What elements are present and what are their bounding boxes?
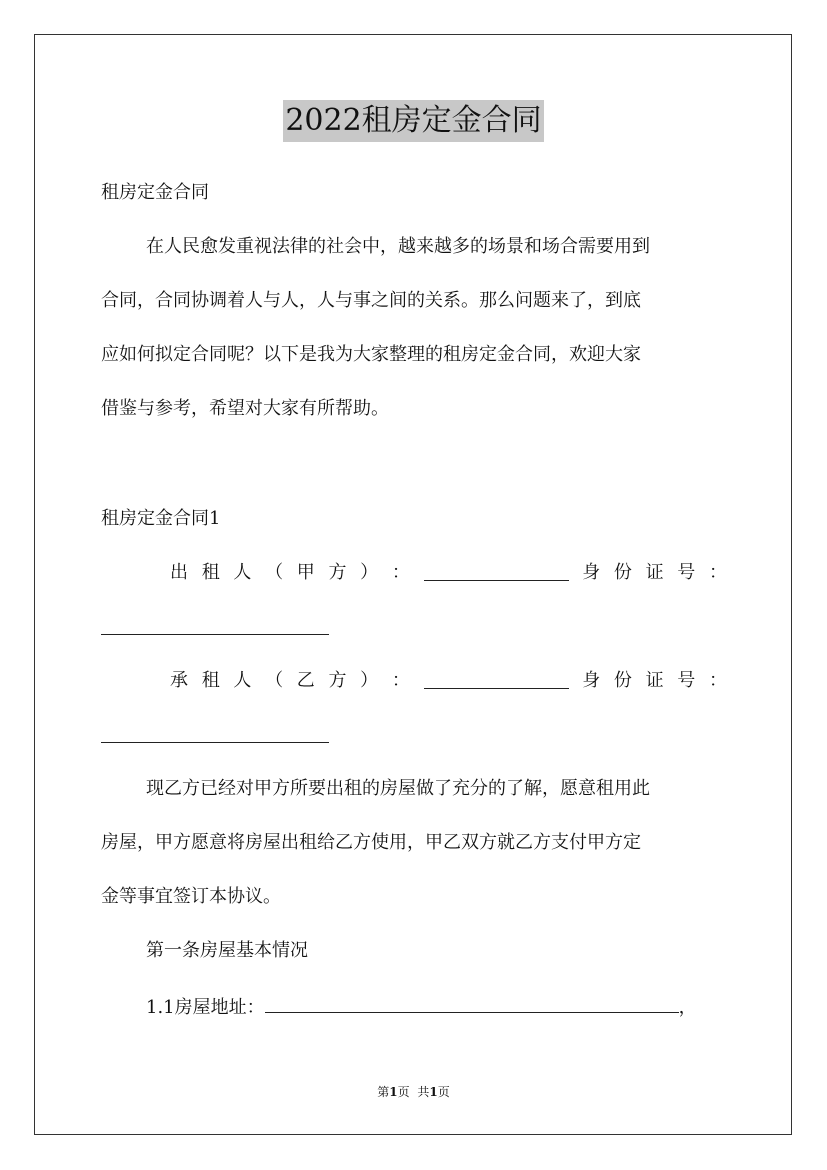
document-title: 2022租房定金合同 xyxy=(283,100,543,142)
address-line xyxy=(146,992,697,1021)
lessee-id-char: 号 xyxy=(677,670,696,691)
page-footer xyxy=(0,1084,827,1100)
lessee-char: （ xyxy=(265,670,284,691)
lessor-char: ： xyxy=(391,562,410,583)
lessor-id-char: 份 xyxy=(613,562,632,583)
address-end: ， xyxy=(678,997,697,1018)
lessee-char: 租 xyxy=(201,670,220,691)
lessee-char: 承 xyxy=(170,670,188,691)
lessee-row xyxy=(101,668,727,694)
title-wrap xyxy=(0,100,827,142)
lessor-char: （ xyxy=(265,562,284,583)
footer-total-suffix: 页 xyxy=(437,1085,450,1099)
section-title: 租房定金合同1 xyxy=(101,508,221,529)
address-blank xyxy=(265,992,679,1013)
address-label: 1.1房屋地址： xyxy=(146,997,265,1018)
lessee-id-char: 身 xyxy=(582,670,601,691)
lessor-char: 人 xyxy=(233,562,252,583)
footer-page-suffix: 页 xyxy=(397,1085,410,1099)
lessee-char: 方 xyxy=(328,670,347,691)
document-subtitle: 租房定金合同 xyxy=(101,182,209,203)
lessor-id-line xyxy=(101,614,329,643)
footer-total-prefix: 共 xyxy=(417,1085,430,1099)
lessee-char: ） xyxy=(360,670,379,691)
body-line-3: 金等事宜签订本协议。 xyxy=(101,886,281,907)
intro-line-2: 合同，合同协调着人与人，人与事之间的关系。那么问题来了，到底 xyxy=(101,290,641,311)
lessee-char: 人 xyxy=(233,670,252,691)
lessor-char: 租 xyxy=(201,562,220,583)
lessor-id-char: 证 xyxy=(645,562,664,583)
lessor-id-char: 号 xyxy=(677,562,696,583)
lessee-id-char: 份 xyxy=(613,670,632,691)
lessor-char: 出 xyxy=(170,562,188,583)
lessor-name-blank xyxy=(424,560,569,581)
lessee-char: 乙 xyxy=(296,670,315,691)
lessee-char: ： xyxy=(391,670,410,691)
lessor-id-char: 身 xyxy=(582,562,601,583)
lessee-id-char: 证 xyxy=(645,670,664,691)
lessee-name-blank xyxy=(424,668,569,689)
intro-line-4: 借鉴与参考，希望对大家有所帮助。 xyxy=(101,398,389,419)
lessee-id-char: ： xyxy=(708,670,727,691)
lessor-char: ） xyxy=(360,562,379,583)
footer-page-num: 1 xyxy=(389,1085,398,1099)
article1-title: 第一条房屋基本情况 xyxy=(146,940,308,961)
intro-line-3: 应如何拟定合同呢？以下是我为大家整理的租房定金合同，欢迎大家 xyxy=(101,344,641,365)
footer-total-num: 1 xyxy=(429,1085,438,1099)
body-line-2: 房屋，甲方愿意将房屋出租给乙方使用，甲乙双方就乙方支付甲方定 xyxy=(101,832,641,853)
lessor-char: 甲 xyxy=(296,562,315,583)
lessor-id-blank xyxy=(101,614,329,635)
lessor-char: 方 xyxy=(328,562,347,583)
footer-page-prefix: 第 xyxy=(377,1085,390,1099)
intro-line-1: 在人民愈发重视法律的社会中，越来越多的场景和场合需要用到 xyxy=(146,236,650,257)
lessee-id-line xyxy=(101,722,329,751)
body-line-1: 现乙方已经对甲方所要出租的房屋做了充分的了解，愿意租用此 xyxy=(146,778,650,799)
lessee-id-blank xyxy=(101,722,329,743)
lessor-id-char: ： xyxy=(708,562,727,583)
lessor-row xyxy=(101,560,727,586)
